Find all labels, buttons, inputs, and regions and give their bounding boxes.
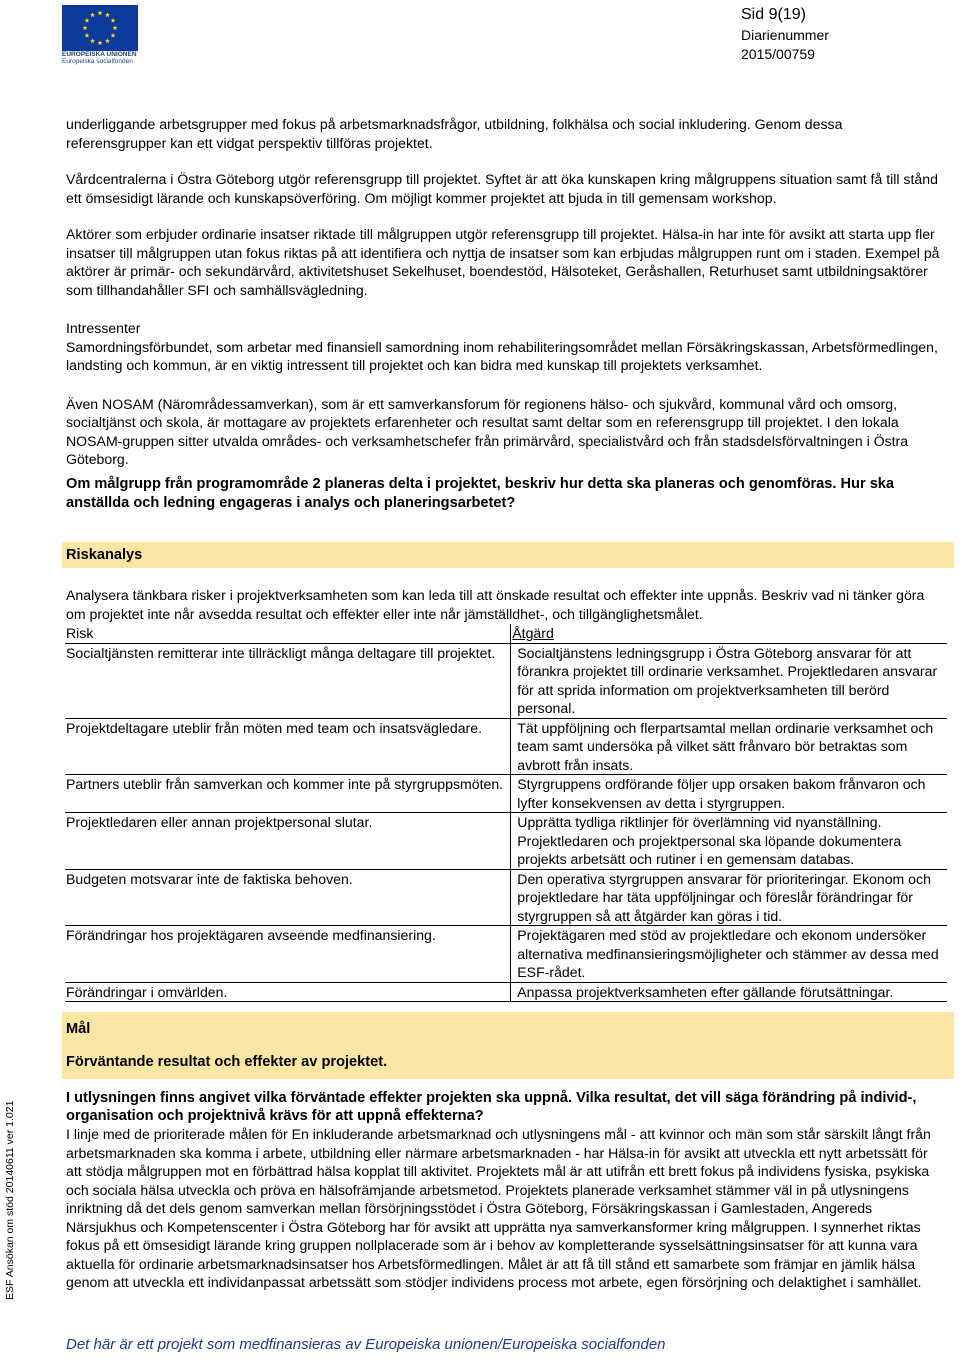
table-row [65, 643, 947, 718]
risk-cell: Partners uteblir från samverkan och kommer inte på styrgruppsmöten. [65, 775, 511, 813]
paragraph: underliggande arbetsgrupper med fokus på arbetsmarknadsfrågor, utbildning, folkhälsa och social inkludering. Genom dessa referensgrupper kan ett vidgat perspektiv tillföras projektet. [66, 116, 843, 151]
footer-funding-note: Det här är ett projekt som medfinansieras av Europeiska unionen/Europeiska socialfonden [66, 1336, 666, 1353]
atgard-cell: Tät uppföljning och flerpartsamtal mellan ordinarie verksamhet och team samt undersöka på vilket sätt frånvaro bör betraktas som avbrott från insats. [511, 718, 947, 775]
document-body [66, 115, 946, 1292]
risk-cell: Budgeten motsvarar inte de faktiska behoven. [65, 869, 511, 926]
table-row [65, 718, 947, 775]
atgard-cell: Projektägaren med stöd av projektledare och ekonom undersöker alternativa medfinansieringsmöjligheter och stämmer av dessa med ESF-rådet. [511, 926, 947, 983]
table-row [65, 775, 947, 813]
atgard-cell: Den operativa styrgruppen ansvarar för prioriteringar. Ekonom och projektledare har täta uppföljningar och föreslår förändringar för styrgruppen så att åtgärder kan göras i tid. [511, 869, 947, 926]
risk-cell: Förändringar hos projektägaren avseende medfinansiering. [65, 926, 511, 983]
programomrade-question: Om målgrupp från programområde 2 planeras delta i projektet, beskriv hur detta ska planeras och genomföras. Hur ska anställda och ledning engageras i analys och planeringsarbetet? [66, 475, 895, 511]
mal-heading-box [62, 1012, 954, 1079]
paragraph: Vårdcentralerna i Östra Göteborg utgör referensgrupp till projektet. Syftet är att öka kunskapen kring målgruppens situation samt få till stånd ett ömsesidigt lärande och kunskapsöverföring. Om möjligt kommer projektet att bjuda in till gemensam workshop. [66, 171, 938, 206]
mal-answer: I linje med de prioriterade målen för En inkluderande arbetsmarknad och utlysningens mål - att kvinnor och män som står särskilt långt från arbetsmarknaden ska komma i arbete, utbildning eller närmare arbetsmarknaden - har Hälsa-in för avsikt att utveckla ett nytt arbetssätt för att stödja målgruppen mot en förbättrad hälsa kopplat till aktivitet. Projektets mål är att utifrån ett brett fokus på individens fysiska, psykiska och sociala hälsa utveckla och pröva en hälsofrämjande arbetsmetod. Projektets planerade verksamhet stämmer väl in på utlysningens inriktning då det dels genom samverkan mellan försörjningsstödet i Östra Göteborg, Försäkringskassan i Gamlestaden, Angereds Närsjukhus och Kompetenscenter i Östra Göteborg har för avsikt att upprätta nya samverkansformer kring målgruppen. I synnerhet riktas fokus på ett ömsesidigt lärande kring gruppen nollplacerade som är i behov av kompletterande sysselsättningsinsatser för att kunna vara aktuella för ordinarie arbetsmarknadsinsatser hos Arbetsförmedlingen. Målet är att få till stånd ett samarbete som främjar en jämlik hälsa genom att utveckla ett individanpassat arbetssätt som stödjer individens process mot arbete, egen försörjning och delaktighet i samhället. [66, 1126, 931, 1290]
eu-logo-caption: EUROPEISKA UNIONEN Europeiska socialfonden [62, 51, 137, 65]
paragraph: Aktörer som erbjuder ordinarie insatser riktade till målgruppen utgör referensgrupp till projektet. Hälsa-in har inte för avsikt att starta upp fler insatser till målgruppen utan fokus riktas på att identifiera och nyttja de insatser som kan erbjudas målgruppen runt om i staden. Exempel på aktörer är primär- och sekundärvård, aktivitetshuset Sekelhuset, boendestöd, Hälsoteket, Geråshallen, Returhuset samt utbildningsaktörer som tillhandahåller SFI och samhällsvägledning. [66, 226, 940, 298]
riskanalys-intro: Analysera tänkbara risker i projektverksamheten som kan leda till att önskade resultat och effekter inte uppnås. Beskriv vad ni tänker göra om projektet inte når avsedda resultat och effekter eller inte når jämställdhet-, och tillgänglighetsmålet. [66, 587, 925, 622]
table-row [65, 982, 947, 1002]
atgard-cell: Anpassa projektverksamheten efter gällande förutsättningar. [511, 982, 947, 1002]
risk-cell: Projektdeltagare uteblir från möten med team och insatsvägledare. [65, 718, 511, 775]
page-header-info [741, 4, 829, 64]
intressenter-heading: Intressenter [66, 320, 141, 336]
riskanalys-heading: Riskanalys [62, 542, 954, 569]
risk-table-header [65, 624, 947, 643]
atgard-cell: Upprätta tydliga riktlinjer för överlämning vid nyanställning. Projektledaren och projektpersonal ska löpande dokumentera projekts arbetsätt och rutiner i en gemensam databas. [511, 813, 947, 870]
col-header-atgard: Åtgärd [511, 624, 947, 643]
atgard-cell: Socialtjänstens ledningsgrupp i Östra Göteborg ansvarar för att förankra projektet till ordinarie verksamhet. Projektledaren ansvarar för att sprida information om projektverksamheten till berörd personal. [511, 643, 947, 718]
paragraph: Även NOSAM (Närområdessamverkan), som är ett samverkansforum för regionens hälso- och sjukvård, kommunal vård och omsorg, socialtjänst och skola, är mottagare av projektets erfarenheter och resultat samt deltar som en referensgrupp till projektet. I den lokala NOSAM-gruppen sitter utvalda områdes- och verksamhetschefer från primärvård, specialistvård och från stadsdelsförvaltningen i Östra Göteborg. [66, 395, 909, 467]
risk-cell: Socialtjänsten remitterar inte tillräckligt många deltagare till projektet. [65, 643, 511, 718]
mal-question: I utlysningen finns angivet vilka förväntade effekter projekten ska uppnå. Vilka resultat, det vill säga förändring på individ-, organisation och projektnivå krävs för att uppnå effekterna? [66, 1090, 917, 1124]
atgard-cell: Styrgruppens ordförande följer upp orsaken bakom frånvaron och lyfter konsekvensen av detta i styrgruppen. [511, 775, 947, 813]
risk-cell: Projektledaren eller annan projektpersonal slutar. [65, 813, 511, 870]
form-version-text: ESF Ansökan om stöd 20140611 ver 1.021 [4, 1100, 16, 1300]
table-row [65, 926, 947, 983]
mal-title: Mål [66, 1021, 91, 1037]
table-row [65, 813, 947, 870]
risk-cell: Förändringar i omvärlden. [65, 982, 511, 1002]
col-header-risk: Risk [65, 624, 511, 643]
risk-table [65, 624, 947, 1002]
diarie-number: 2015/00759 [741, 46, 815, 62]
page-number: Sid 9(19) [741, 6, 806, 23]
mal-subtitle: Förväntande resultat och effekter av projektet. [66, 1053, 388, 1070]
table-row [65, 869, 947, 926]
paragraph: Samordningsförbundet, som arbetar med finansiell samordning inom rehabiliteringsområdet mellan Försäkringskassan, Arbetsförmedlingen, landsting och kommun, är en viktig intressent till projektet och kan bidra med kunskap till projektets verksamhet. [66, 338, 938, 373]
diarie-label: Diarienummer [741, 27, 829, 43]
